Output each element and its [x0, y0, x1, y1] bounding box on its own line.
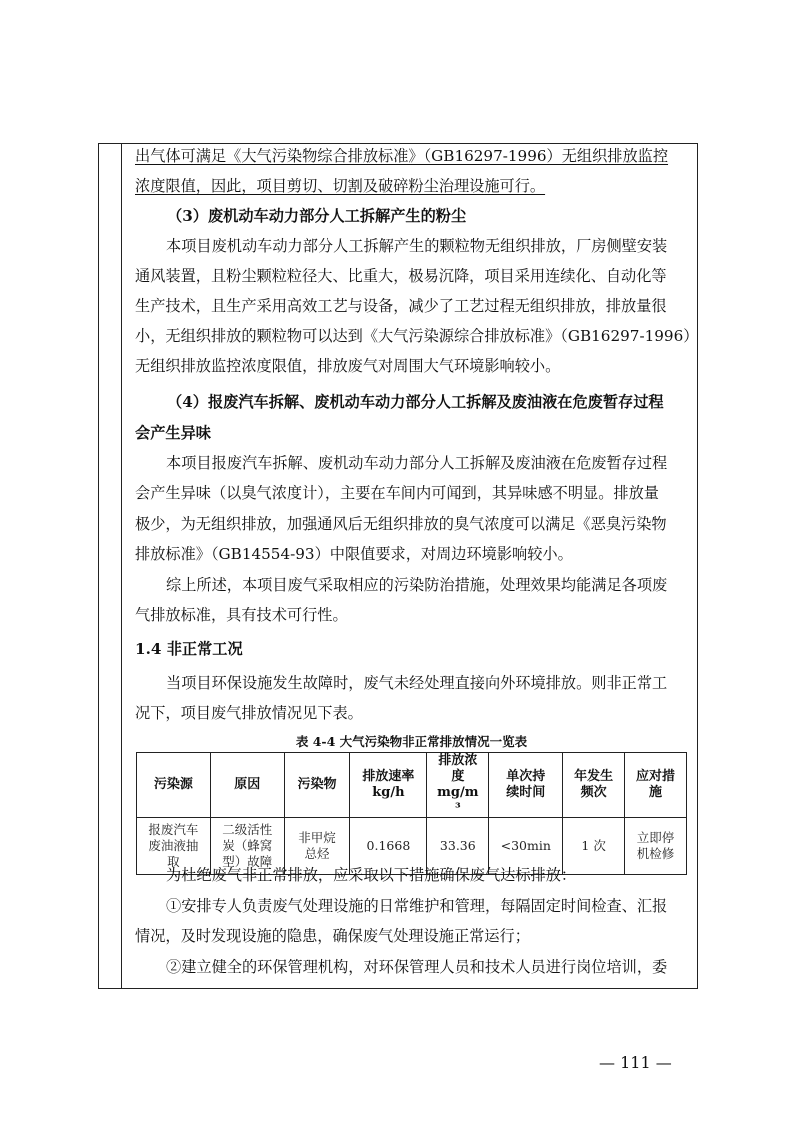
table-cell-text: 型）故障 [222, 854, 273, 869]
paragraph-line: 无组织排放监控浓度限值，排放废气对周围大气环境影响较小。 [135, 357, 561, 375]
section-heading-1-4: 1.4 非正常工况 [135, 640, 243, 658]
paragraph-line: 出气体可满足《大气污染物综合排放标准》（GB16297-1996）无组织排放监控 [135, 147, 669, 165]
section-heading-3: （3）废机动车动力部分人工拆解产生的粉尘 [167, 207, 467, 225]
table-cell-text: 0.1668 [366, 838, 411, 853]
frame-divider [121, 144, 122, 988]
paragraph-line: ②建立健全的环保管理机构，对环保管理人员和技术人员进行岗位培训，委 [166, 958, 668, 976]
table-header-cell-text: 污染源 [153, 777, 193, 792]
table-header-row [137, 753, 687, 818]
table-cell-text: 33.36 [439, 838, 476, 853]
paragraph-line: 况下，项目废气排放情况见下表。 [135, 704, 363, 722]
table-cell-text: <30min [500, 838, 551, 853]
table-header-cell-text: 污染物 [297, 777, 337, 792]
section-heading-4-cont: 会产生异味 [135, 424, 211, 442]
table-header-cell [427, 753, 489, 818]
paragraph-line: 本项目废机动车动力部分人工拆解产生的颗粒物无组织排放，厂房侧壁安装 [166, 237, 668, 255]
table-header-cell-text: 应对措 [636, 769, 676, 784]
page-number: — 111 — [599, 1053, 672, 1072]
paragraph-line: 极少，为无组织排放，加强通风后无组织排放的臭气浓度可以满足《恶臭污染物 [135, 515, 667, 533]
paragraph-line: 通风装置，且粉尘颗粒粒径大、比重大，极易沉降，项目采用连续化、自动化等 [135, 267, 667, 285]
emission-table [136, 752, 687, 875]
table-header-cell-text: kg/h [372, 785, 405, 800]
table-header-cell [625, 753, 687, 818]
table-cell-text: 总烃 [304, 846, 330, 861]
table-header-cell-text: 度 mg/m [437, 769, 479, 800]
table-header-cell-text: 单次持 [506, 769, 546, 784]
paragraph-line: 为杜绝废气非正常排放，应采取以下措施确保废气达标排放： [166, 866, 577, 884]
table-cell-text: 废油液抽 [148, 838, 199, 853]
table-header-cell-text: 续时间 [506, 785, 546, 800]
paragraph-line: 本项目报废汽车拆解、废机动车动力部分人工拆解及废油液在危废暂存过程 [166, 454, 668, 472]
paragraph-line: 小，无组织排放的颗粒物可以达到《大气污染源综合排放标准》（GB16297-1996） [135, 327, 699, 345]
table-header-cell [489, 753, 563, 818]
table-header-cell-text: 排放速率 [362, 769, 415, 784]
paragraph-line: ①安排专人负责废气处理设施的日常维护和管理，每隔固定时间检查、汇报 [166, 897, 668, 915]
table-header-cell [137, 753, 211, 818]
table-header-cell-text: 频次 [580, 785, 607, 800]
table-header-cell [563, 753, 625, 818]
paragraph-line: 会产生异味（以臭气浓度计），主要在车间内可闻到，其异味感不明显。排放量 [135, 484, 659, 502]
table-caption: 表 4-4 大气污染物非正常排放情况一览表 [295, 734, 528, 749]
table-cell-text: 二级活性 [222, 822, 273, 837]
table-header-cell [210, 753, 284, 818]
paragraph-line: 情况，及时发现设施的隐患，确保废气处理设施正常运行； [135, 927, 530, 945]
paragraph-line: 当项目环保设施发生故障时，废气未经处理直接向外环境排放。则非正常工 [166, 674, 668, 692]
table-header-cell-text: 原因 [234, 777, 261, 792]
table-cell-text: 1 次 [581, 838, 606, 853]
table-header-cell [350, 753, 427, 818]
paragraph-line: 排放标准》（GB14554-93）中限值要求，对周边环境影响较小。 [135, 545, 573, 563]
table-cell-text: 非甲烷 [298, 830, 336, 845]
table-cell-text: 报废汽车 [148, 822, 199, 837]
section-heading-4: （4）报废汽车拆解、废机动车动力部分人工拆解及废油液在危废暂存过程 [167, 393, 664, 411]
table-cell-text: 炭（蜂窝 [222, 838, 273, 853]
table-cell-text: 机检修 [636, 846, 675, 861]
table-header-cell-text: 施 [649, 785, 663, 800]
table-cell-text: 取 [167, 854, 180, 869]
table-header-cell-text: 年发生 [574, 769, 614, 784]
paragraph-line: 气排放标准，具有技术可行性。 [135, 606, 348, 624]
table-header-cell-text: ³ [454, 801, 461, 816]
paragraph-line: 生产技术，且生产采用高效工艺与设备，减少了工艺过程无组织排放，排放量很 [135, 297, 667, 315]
paragraph-line: 综上所述，本项目废气采取相应的污染防治措施，处理效果均能满足各项废 [166, 576, 668, 594]
table-header-cell-text: 排放浓 [438, 753, 478, 768]
table-cell-text: 立即停 [636, 830, 675, 845]
table-header-cell [284, 753, 350, 818]
table-cell [625, 818, 687, 875]
paragraph-line: 浓度限值，因此，项目剪切、切割及破碎粉尘治理设施可行。 [135, 177, 546, 195]
